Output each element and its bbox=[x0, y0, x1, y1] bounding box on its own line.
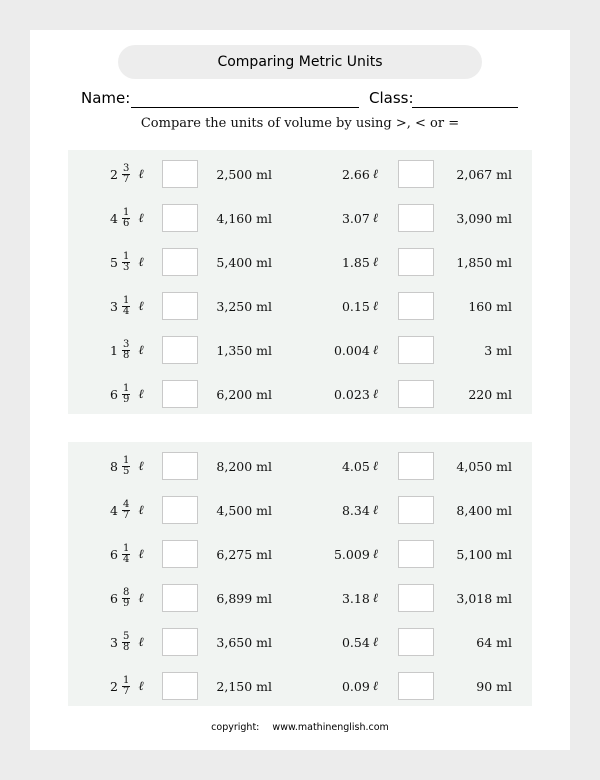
millilitre-value: 3 ml bbox=[484, 342, 512, 358]
litre-symbol: ℓ bbox=[372, 678, 378, 693]
question-row bbox=[300, 628, 532, 656]
mixed-number-litres bbox=[110, 248, 144, 276]
question-row bbox=[66, 628, 276, 656]
millilitre-value: 6,200 ml bbox=[216, 386, 272, 402]
question-row bbox=[66, 248, 276, 276]
millilitre-value: 3,090 ml bbox=[456, 210, 512, 226]
decimal-value: 0.15 bbox=[341, 298, 370, 314]
answer-box[interactable] bbox=[162, 540, 198, 568]
fraction-denominator: 8 bbox=[122, 641, 130, 653]
litre-symbol: ℓ bbox=[372, 298, 378, 313]
fraction-denominator: 7 bbox=[122, 173, 130, 185]
question-row bbox=[300, 380, 532, 408]
millilitre-value: 160 ml bbox=[468, 298, 512, 314]
question-row bbox=[66, 672, 276, 700]
answer-box[interactable] bbox=[162, 672, 198, 700]
millilitre-value: 3,650 ml bbox=[216, 634, 272, 650]
question-row bbox=[66, 380, 276, 408]
class-label: Class: bbox=[369, 89, 414, 107]
fraction-denominator: 9 bbox=[122, 393, 130, 405]
millilitre-value: 2,067 ml bbox=[456, 166, 512, 182]
litre-symbol: ℓ bbox=[138, 590, 144, 605]
mixed-number-litres bbox=[110, 540, 144, 568]
name-line[interactable] bbox=[131, 107, 359, 108]
answer-box[interactable] bbox=[398, 540, 434, 568]
fraction-numerator: 1 bbox=[122, 542, 130, 554]
decimal-litres bbox=[300, 380, 378, 408]
litre-symbol: ℓ bbox=[138, 210, 144, 225]
fraction-denominator: 7 bbox=[122, 685, 130, 697]
whole-number: 3 bbox=[110, 634, 118, 650]
millilitre-value: 4,050 ml bbox=[456, 458, 512, 474]
fraction-numerator: 5 bbox=[122, 630, 130, 642]
litre-symbol: ℓ bbox=[372, 590, 378, 605]
litre-symbol: ℓ bbox=[372, 386, 378, 401]
answer-box[interactable] bbox=[398, 160, 434, 188]
litre-symbol: ℓ bbox=[138, 166, 144, 181]
litre-symbol: ℓ bbox=[372, 634, 378, 649]
fraction bbox=[122, 296, 130, 317]
decimal-litres bbox=[300, 672, 378, 700]
answer-box[interactable] bbox=[162, 380, 198, 408]
whole-number: 4 bbox=[110, 210, 118, 226]
litre-symbol: ℓ bbox=[372, 210, 378, 225]
litre-symbol: ℓ bbox=[138, 254, 144, 269]
copyright-label: copyright: bbox=[211, 722, 260, 733]
litre-symbol: ℓ bbox=[372, 254, 378, 269]
fraction bbox=[122, 252, 130, 273]
decimal-value: 3.07 bbox=[341, 210, 370, 226]
fraction-denominator: 6 bbox=[122, 217, 130, 229]
millilitre-value: 8,200 ml bbox=[216, 458, 272, 474]
decimal-value: 0.004 bbox=[333, 342, 370, 358]
answer-box[interactable] bbox=[162, 496, 198, 524]
litre-symbol: ℓ bbox=[138, 298, 144, 313]
question-row bbox=[66, 540, 276, 568]
decimal-value: 3.18 bbox=[341, 590, 370, 606]
decimal-litres bbox=[300, 540, 378, 568]
decimal-value: 0.54 bbox=[341, 634, 370, 650]
answer-box[interactable] bbox=[162, 160, 198, 188]
millilitre-value: 3,018 ml bbox=[456, 590, 512, 606]
decimal-litres bbox=[300, 160, 378, 188]
fraction-denominator: 4 bbox=[122, 553, 130, 565]
footer bbox=[30, 722, 570, 733]
litre-symbol: ℓ bbox=[138, 342, 144, 357]
fraction bbox=[122, 164, 130, 185]
fraction-numerator: 1 bbox=[122, 674, 130, 686]
answer-box[interactable] bbox=[162, 336, 198, 364]
mixed-number-litres bbox=[110, 628, 144, 656]
fraction-denominator: 9 bbox=[122, 597, 130, 609]
mixed-number-litres bbox=[110, 672, 144, 700]
instruction: Compare the units of volume by using >, < or = bbox=[140, 116, 460, 131]
litre-symbol: ℓ bbox=[372, 342, 378, 357]
whole-number: 8 bbox=[110, 458, 118, 474]
decimal-litres bbox=[300, 584, 378, 612]
question-row bbox=[300, 496, 532, 524]
fraction-numerator: 1 bbox=[122, 454, 130, 466]
answer-box[interactable] bbox=[398, 496, 434, 524]
question-row bbox=[66, 292, 276, 320]
millilitre-value: 4,160 ml bbox=[216, 210, 272, 226]
litre-symbol: ℓ bbox=[138, 458, 144, 473]
decimal-litres bbox=[300, 248, 378, 276]
litre-symbol: ℓ bbox=[372, 546, 378, 561]
question-row bbox=[300, 160, 532, 188]
fraction-denominator: 7 bbox=[122, 509, 130, 521]
decimal-value: 0.023 bbox=[333, 386, 370, 402]
question-row bbox=[300, 540, 532, 568]
question-row bbox=[66, 204, 276, 232]
litre-symbol: ℓ bbox=[372, 166, 378, 181]
whole-number: 6 bbox=[110, 546, 118, 562]
question-row bbox=[300, 336, 532, 364]
fraction-numerator: 1 bbox=[122, 250, 130, 262]
decimal-litres bbox=[300, 292, 378, 320]
question-row bbox=[300, 452, 532, 480]
question-row bbox=[66, 496, 276, 524]
decimal-value: 0.09 bbox=[341, 678, 370, 694]
section-1 bbox=[68, 150, 532, 414]
whole-number: 2 bbox=[110, 678, 118, 694]
answer-box[interactable] bbox=[398, 672, 434, 700]
whole-number: 4 bbox=[110, 502, 118, 518]
question-row bbox=[66, 452, 276, 480]
answer-box[interactable] bbox=[162, 248, 198, 276]
decimal-value: 1.85 bbox=[341, 254, 370, 270]
millilitre-value: 6,899 ml bbox=[216, 590, 272, 606]
decimal-litres bbox=[300, 336, 378, 364]
answer-box[interactable] bbox=[398, 584, 434, 612]
litre-symbol: ℓ bbox=[138, 386, 144, 401]
fraction-numerator: 4 bbox=[122, 498, 130, 510]
whole-number: 6 bbox=[110, 590, 118, 606]
mixed-number-litres bbox=[110, 336, 144, 364]
name-label: Name: bbox=[81, 89, 131, 107]
mixed-number-litres bbox=[110, 160, 144, 188]
answer-box[interactable] bbox=[398, 204, 434, 232]
fraction bbox=[122, 456, 130, 477]
fraction-denominator: 8 bbox=[122, 349, 130, 361]
litre-symbol: ℓ bbox=[372, 458, 378, 473]
question-row bbox=[300, 204, 532, 232]
millilitre-value: 5,400 ml bbox=[216, 254, 272, 270]
decimal-value: 8.34 bbox=[341, 502, 370, 518]
whole-number: 1 bbox=[110, 342, 118, 358]
millilitre-value: 90 ml bbox=[476, 678, 512, 694]
millilitre-value: 2,500 ml bbox=[216, 166, 272, 182]
answer-box[interactable] bbox=[398, 628, 434, 656]
question-row bbox=[66, 160, 276, 188]
whole-number: 6 bbox=[110, 386, 118, 402]
millilitre-value: 3,250 ml bbox=[216, 298, 272, 314]
fraction-numerator: 3 bbox=[122, 338, 130, 350]
fraction-denominator: 4 bbox=[122, 305, 130, 317]
section-2 bbox=[68, 442, 532, 706]
fraction bbox=[122, 500, 130, 521]
answer-box[interactable] bbox=[162, 204, 198, 232]
mixed-number-litres bbox=[110, 584, 144, 612]
millilitre-value: 5,100 ml bbox=[456, 546, 512, 562]
millilitre-value: 64 ml bbox=[476, 634, 512, 650]
mixed-number-litres bbox=[110, 380, 144, 408]
fraction-numerator: 1 bbox=[122, 206, 130, 218]
fraction bbox=[122, 208, 130, 229]
answer-box[interactable] bbox=[398, 336, 434, 364]
fraction bbox=[122, 676, 130, 697]
whole-number: 3 bbox=[110, 298, 118, 314]
millilitre-value: 220 ml bbox=[468, 386, 512, 402]
decimal-litres bbox=[300, 452, 378, 480]
question-row bbox=[300, 672, 532, 700]
whole-number: 2 bbox=[110, 166, 118, 182]
fraction-numerator: 8 bbox=[122, 586, 130, 598]
question-row bbox=[300, 292, 532, 320]
question-row bbox=[66, 584, 276, 612]
class-line[interactable] bbox=[412, 107, 518, 108]
fraction bbox=[122, 588, 130, 609]
litre-symbol: ℓ bbox=[138, 546, 144, 561]
millilitre-value: 2,150 ml bbox=[216, 678, 272, 694]
whole-number: 5 bbox=[110, 254, 118, 270]
fraction bbox=[122, 340, 130, 361]
fraction-denominator: 3 bbox=[122, 261, 130, 273]
mixed-number-litres bbox=[110, 452, 144, 480]
mixed-number-litres bbox=[110, 496, 144, 524]
litre-symbol: ℓ bbox=[372, 502, 378, 517]
decimal-litres bbox=[300, 496, 378, 524]
answer-box[interactable] bbox=[162, 628, 198, 656]
answer-box[interactable] bbox=[162, 452, 198, 480]
fraction bbox=[122, 384, 130, 405]
litre-symbol: ℓ bbox=[138, 502, 144, 517]
mixed-number-litres bbox=[110, 292, 144, 320]
fraction-numerator: 1 bbox=[122, 294, 130, 306]
decimal-value: 5.009 bbox=[333, 546, 370, 562]
answer-box[interactable] bbox=[162, 584, 198, 612]
name-class-row bbox=[81, 87, 521, 111]
fraction-numerator: 3 bbox=[122, 162, 130, 174]
answer-box[interactable] bbox=[398, 452, 434, 480]
decimal-value: 4.05 bbox=[341, 458, 370, 474]
decimal-litres bbox=[300, 204, 378, 232]
millilitre-value: 1,350 ml bbox=[216, 342, 272, 358]
millilitre-value: 6,275 ml bbox=[216, 546, 272, 562]
millilitre-value: 1,850 ml bbox=[456, 254, 512, 270]
answer-box[interactable] bbox=[398, 248, 434, 276]
litre-symbol: ℓ bbox=[138, 634, 144, 649]
litre-symbol: ℓ bbox=[138, 678, 144, 693]
question-row bbox=[66, 336, 276, 364]
fraction-numerator: 1 bbox=[122, 382, 130, 394]
millilitre-value: 4,500 ml bbox=[216, 502, 272, 518]
question-row bbox=[300, 248, 532, 276]
fraction bbox=[122, 632, 130, 653]
fraction-denominator: 5 bbox=[122, 465, 130, 477]
decimal-litres bbox=[300, 628, 378, 656]
mixed-number-litres bbox=[110, 204, 144, 232]
answer-box[interactable] bbox=[398, 380, 434, 408]
worksheet bbox=[30, 30, 570, 750]
answer-box[interactable] bbox=[398, 292, 434, 320]
question-row bbox=[300, 584, 532, 612]
answer-box[interactable] bbox=[162, 292, 198, 320]
decimal-value: 2.66 bbox=[341, 166, 370, 182]
fraction bbox=[122, 544, 130, 565]
site-url: www.mathinenglish.com bbox=[272, 722, 389, 733]
worksheet-title: Comparing Metric Units bbox=[118, 45, 482, 79]
millilitre-value: 8,400 ml bbox=[456, 502, 512, 518]
